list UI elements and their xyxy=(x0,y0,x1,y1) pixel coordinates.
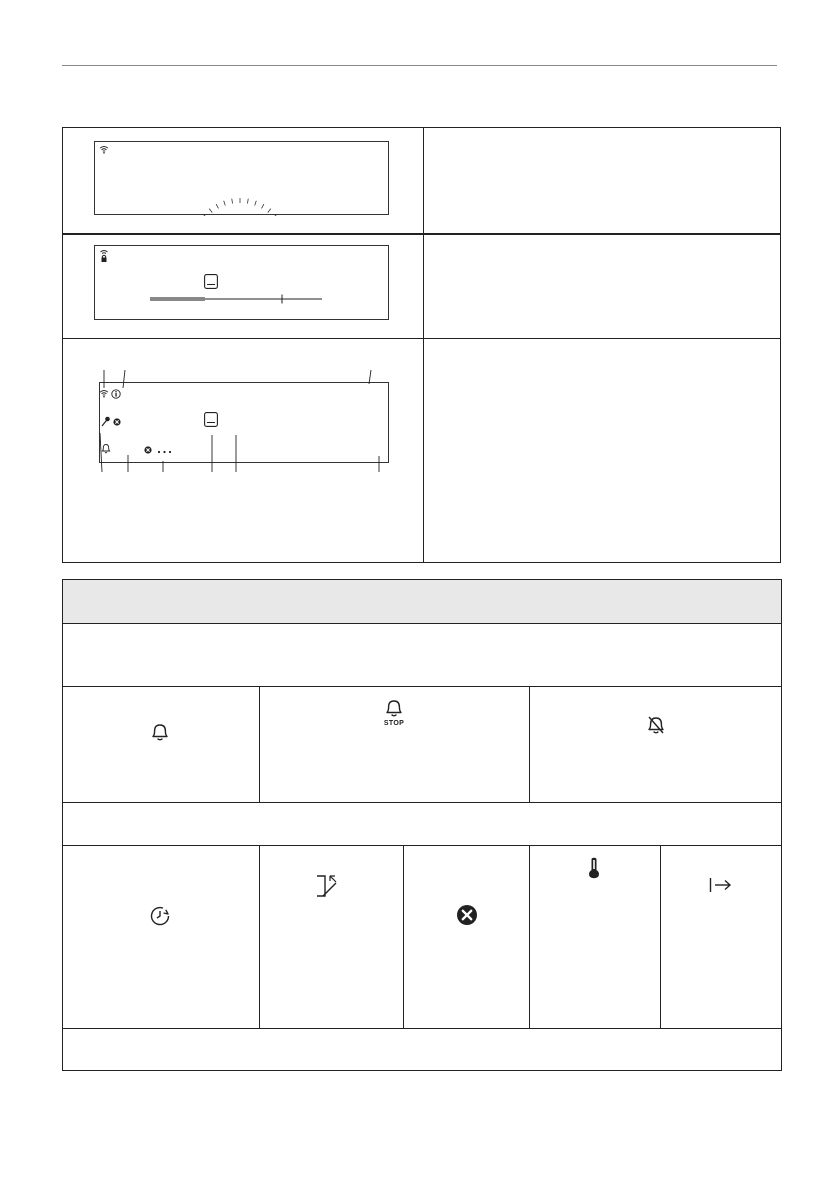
column-divider xyxy=(259,686,260,802)
column-divider xyxy=(529,845,530,1028)
key-icon xyxy=(101,416,111,427)
bell-stop-label: STOP xyxy=(383,720,405,727)
row-divider xyxy=(63,802,781,803)
callout-lines xyxy=(95,368,395,478)
x-circle-icon xyxy=(144,446,152,454)
info-icon xyxy=(111,389,121,399)
dial-tick xyxy=(209,209,212,213)
table-header-band xyxy=(63,580,781,624)
bell-icon xyxy=(150,722,170,742)
dial-tick xyxy=(255,201,257,206)
dial-tick xyxy=(232,199,233,204)
row-divider xyxy=(63,845,781,846)
dial-tick xyxy=(224,201,226,206)
column-divider xyxy=(423,128,424,562)
progress-bar xyxy=(150,293,325,305)
dial-tick xyxy=(247,199,248,204)
column-divider xyxy=(403,845,404,1028)
x-circle-filled-icon xyxy=(456,904,478,926)
dial-scale-icon xyxy=(190,190,290,216)
dial-tick xyxy=(273,214,277,216)
x-circle-icon xyxy=(113,418,121,426)
wifi-icon xyxy=(99,145,109,154)
display-screen-2 xyxy=(94,245,389,320)
bell-icon xyxy=(101,443,111,454)
oven-icon xyxy=(204,412,218,427)
progress-fill xyxy=(150,297,205,301)
bell-stop-icon xyxy=(384,698,404,718)
row-divider xyxy=(63,1028,781,1029)
row-divider xyxy=(63,338,780,339)
wifi-lock-icon xyxy=(99,249,109,263)
dots-icon xyxy=(157,450,173,454)
oven-icon xyxy=(204,274,218,289)
column-divider xyxy=(529,686,530,802)
column-divider xyxy=(259,845,260,1028)
header-rule xyxy=(62,65,777,66)
timer-icon xyxy=(148,904,172,928)
column-divider xyxy=(660,845,661,1028)
bell-off-icon xyxy=(645,714,667,736)
row-divider xyxy=(63,686,781,687)
door-open-icon xyxy=(316,874,344,900)
dial-tick xyxy=(216,204,218,208)
function-table xyxy=(62,579,782,1071)
row-divider xyxy=(63,233,780,235)
wifi-icon xyxy=(99,389,109,398)
dial-tick xyxy=(262,204,264,208)
dial-tick xyxy=(203,214,207,216)
dial-tick xyxy=(268,209,271,213)
arrow-right-bar-icon xyxy=(709,877,733,893)
thermometer-icon xyxy=(588,857,600,879)
